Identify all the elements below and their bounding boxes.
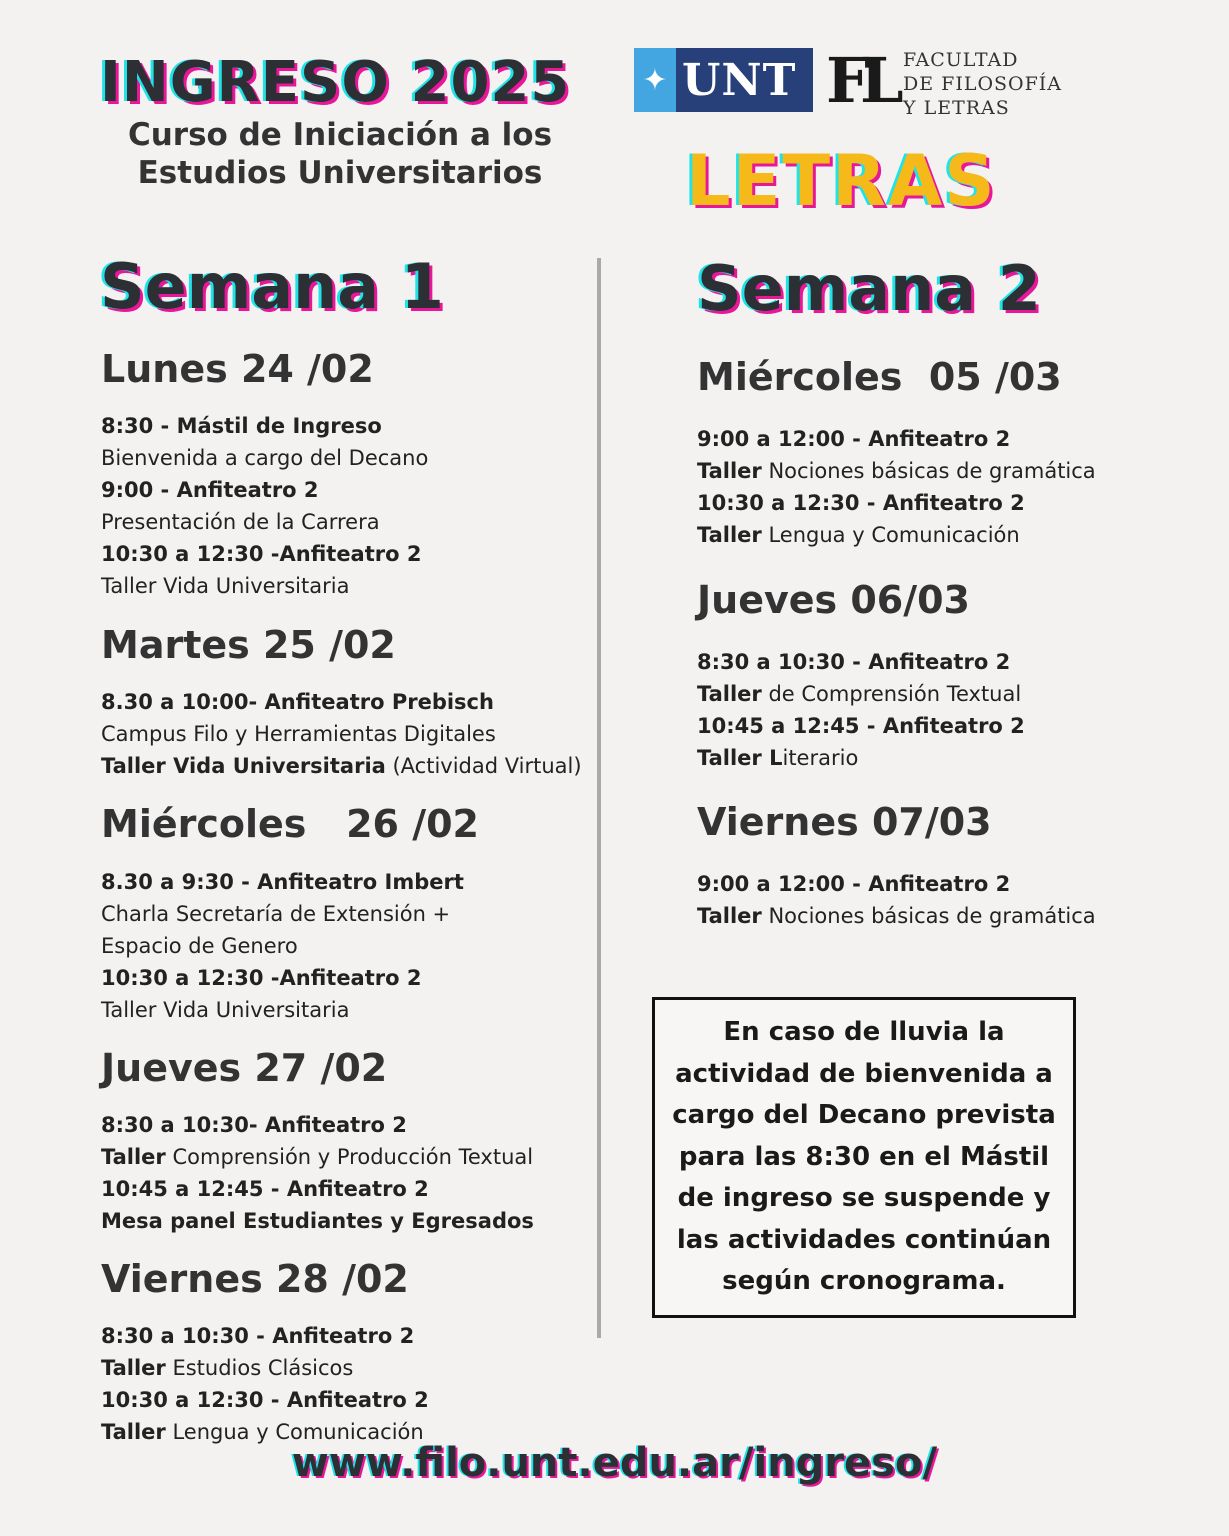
star-icon: ✦ — [634, 48, 676, 112]
event-line: Taller Lengua y Comunicación — [101, 1420, 424, 1444]
faculty-name — [903, 48, 1062, 120]
event-line: 9:00 a 12:00 - Anfiteatro 2 — [697, 427, 1011, 451]
event-line: 9:00 - Anfiteatro 2 — [101, 478, 319, 502]
event-line: 8:30 a 10:30 - Anfiteatro 2 — [697, 650, 1011, 674]
day-heading: Viernes 07/03 — [697, 800, 992, 844]
unt-logo — [634, 48, 813, 112]
event-line: Charla Secretaría de Extensión + — [101, 902, 451, 926]
event-line: 8:30 - Mástil de Ingreso — [101, 414, 382, 438]
event-line: 10:45 a 12:45 - Anfiteatro 2 — [101, 1177, 429, 1201]
day-heading: Lunes 24 /02 — [101, 347, 374, 391]
faculty-line-2: DE FILOSOFÍA — [903, 73, 1063, 95]
event-line: 8.30 a 9:30 - Anfiteatro Imbert — [101, 870, 464, 894]
rain-notice-box — [652, 997, 1076, 1318]
event-line: 10:30 a 12:30 -Anfiteatro 2 — [101, 966, 422, 990]
event-line: 10:30 a 12:30 - Anfiteatro 2 — [697, 491, 1025, 515]
event-line: Taller Vida Universitaria — [101, 574, 350, 598]
column-divider — [597, 258, 601, 1338]
day-heading: Viernes 28 /02 — [101, 1257, 409, 1301]
day-heading: Miércoles 05 /03 — [697, 355, 1062, 399]
event-line: Taller de Comprensión Textual — [697, 682, 1022, 706]
event-line: 10:30 a 12:30 -Anfiteatro 2 — [101, 542, 422, 566]
event-line: Taller Estudios Clásicos — [101, 1356, 354, 1380]
event-line: Taller Literario — [697, 746, 859, 770]
subtitle-line-2: Estudios Universitarios — [137, 155, 543, 191]
day-heading: Jueves 06/03 — [697, 578, 970, 622]
rain-notice-text: En caso de lluvia la actividad de bienvenida a cargo del Decano prevista para las 8:30 en el Mástil de ingreso se suspende y las actividades continúan según cronograma. — [672, 1017, 1056, 1297]
week-1-title: Semana 1 — [100, 250, 444, 323]
event-line: 8:30 a 10:30 - Anfiteatro 2 — [101, 1324, 415, 1348]
event-line: Taller Comprensión y Producción Textual — [101, 1145, 534, 1169]
career-title: LETRAS — [686, 140, 997, 222]
event-line: Taller Nociones básicas de gramática — [697, 904, 1096, 928]
unt-logo-text: UNT — [682, 54, 797, 106]
event-line: Taller Vida Universitaria — [101, 998, 350, 1022]
event-line: 8:30 a 10:30- Anfiteatro 2 — [101, 1113, 407, 1137]
event-line: Taller Vida Universitaria (Actividad Virtual) — [101, 754, 582, 778]
page-title: INGRESO 2025 — [100, 50, 571, 115]
event-line: Mesa panel Estudiantes y Egresados — [101, 1209, 534, 1233]
event-line: 8.30 a 10:00- Anfiteatro Prebisch — [101, 690, 494, 714]
subtitle-line-1: Curso de Iniciación a los — [127, 117, 553, 153]
day-heading: Martes 25 /02 — [101, 623, 396, 667]
footer-url[interactable]: www.filo.unt.edu.ar/ingreso/ — [291, 1440, 938, 1486]
event-line: Taller Lengua y Comunicación — [697, 523, 1020, 547]
event-line: Taller Nociones básicas de gramática — [697, 459, 1096, 483]
event-line: Bienvenida a cargo del Decano — [101, 446, 429, 470]
event-line: Espacio de Genero — [101, 934, 298, 958]
faculty-logo-mark: FL — [826, 44, 894, 117]
event-line: Campus Filo y Herramientas Digitales — [101, 722, 496, 746]
day-heading: Miércoles 26 /02 — [101, 802, 479, 846]
subtitle — [105, 116, 575, 192]
week-2-title: Semana 2 — [697, 252, 1041, 325]
event-line: 10:30 a 12:30 - Anfiteatro 2 — [101, 1388, 429, 1412]
faculty-line-1: FACULTAD — [903, 49, 1019, 71]
faculty-line-3: Y LETRAS — [903, 97, 1010, 119]
event-line: 9:00 a 12:00 - Anfiteatro 2 — [697, 872, 1011, 896]
event-line: Presentación de la Carrera — [101, 510, 380, 534]
event-line: 10:45 a 12:45 - Anfiteatro 2 — [697, 714, 1025, 738]
day-heading: Jueves 27 /02 — [101, 1046, 388, 1090]
